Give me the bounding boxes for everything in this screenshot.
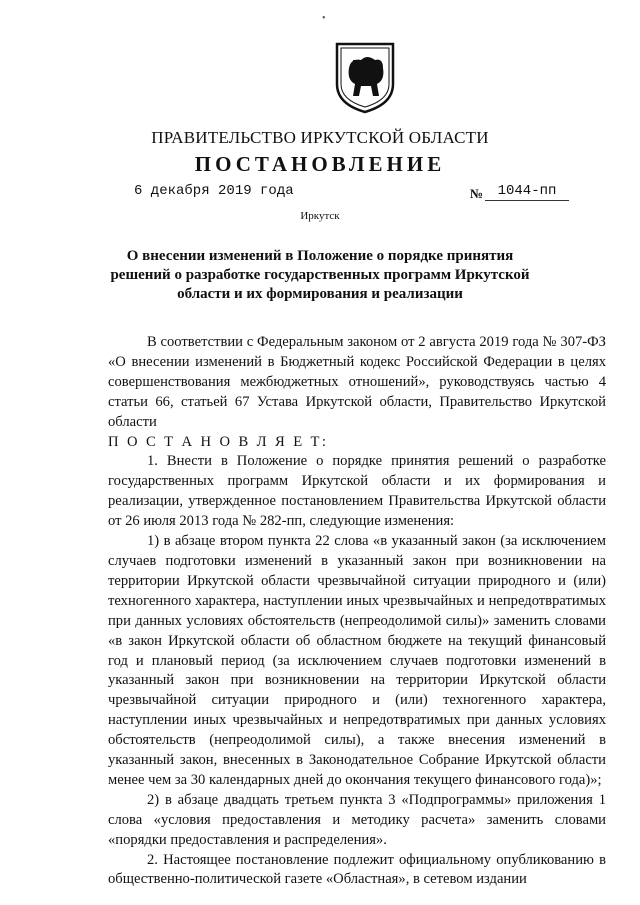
preamble-paragraph: В соответствии с Федеральным законом от 2 августа 2019 года № 307-ФЗ «О внесении изменений в Бюджетный кодекс Российской Федерации в целях совершенствования межбюджетных отношений», руководствуясь частью 4 статьи 66, статьей 67 Устава Иркутской области, Правительство Иркутской области bbox=[108, 334, 606, 430]
document-date: 6 декабря 2019 года bbox=[134, 183, 294, 199]
item-1-subitem-1: 1) в абзаце втором пункта 22 слова «в указанный закон (за исключением случаев подготовки изменений в указанный закон при возникновении на территории Иркутской области чрезвычайной ситуации природного и (или) техногенного характера, наступлении иных чрезвычайных и непредотвратимых при данных условиях обстоятельств (непреодолимой силы)» заменить словами «в закон Иркутской области об областном бюджете на текущий финансовый год и плановый период (за исключением случаев подготовки изменений в указанный закон при возникновении на территории Иркутской области чрезвычайной ситуации природного и (или) техногенного характера, наступлении иных чрезвычайных и непредотвратимых при данных условиях обстоятельств (непреодолимой силы), а также внесения изменений в указанный закон, внесенных в Законодательное Собрание Иркутской области менее чем за 30 календарных дней до окончания текущего финансового года)»; bbox=[108, 533, 606, 788]
decree-word: П О С Т А Н О В Л Я Е Т: bbox=[108, 433, 329, 450]
document-type-heading: ПОСТАНОВЛЕНИЕ bbox=[194, 152, 446, 176]
item-1-paragraph: 1. Внести в Положение о порядке принятия решений о разработке государственных программ Иркутской области и их формирования и реализации, утвержденное постановлением Правительства Иркутской области от 26 июля 2013 года № 282-пп, следующие изменения: bbox=[108, 453, 606, 530]
government-title: ПРАВИТЕЛЬСТВО ИРКУТСКОЙ ОБЛАСТИ bbox=[151, 128, 489, 147]
scan-speck: • bbox=[322, 13, 326, 24]
number-label: № bbox=[470, 186, 484, 201]
document-number: 1044-пп bbox=[485, 183, 569, 201]
item-2-paragraph: 2. Настоящее постановление подлежит официальному опубликованию в общественно-политической газете «Областная», в сетевом издании bbox=[108, 851, 606, 888]
document-subject: О внесении изменений в Положение о порядке принятия решений о разработке государственных программ Иркутской области и их формирования и реализации bbox=[110, 248, 530, 302]
document-body bbox=[108, 333, 606, 890]
coat-of-arms-emblem bbox=[333, 40, 397, 114]
item-1-subitem-2: 2) в абзаце двадцать третьем пункта 3 «Подпрограммы» приложения 1 слова «условия предоставления и методику расчета» заменить словами «порядки предоставления и распределения». bbox=[108, 791, 606, 848]
city-name: Иркутск bbox=[300, 210, 340, 222]
